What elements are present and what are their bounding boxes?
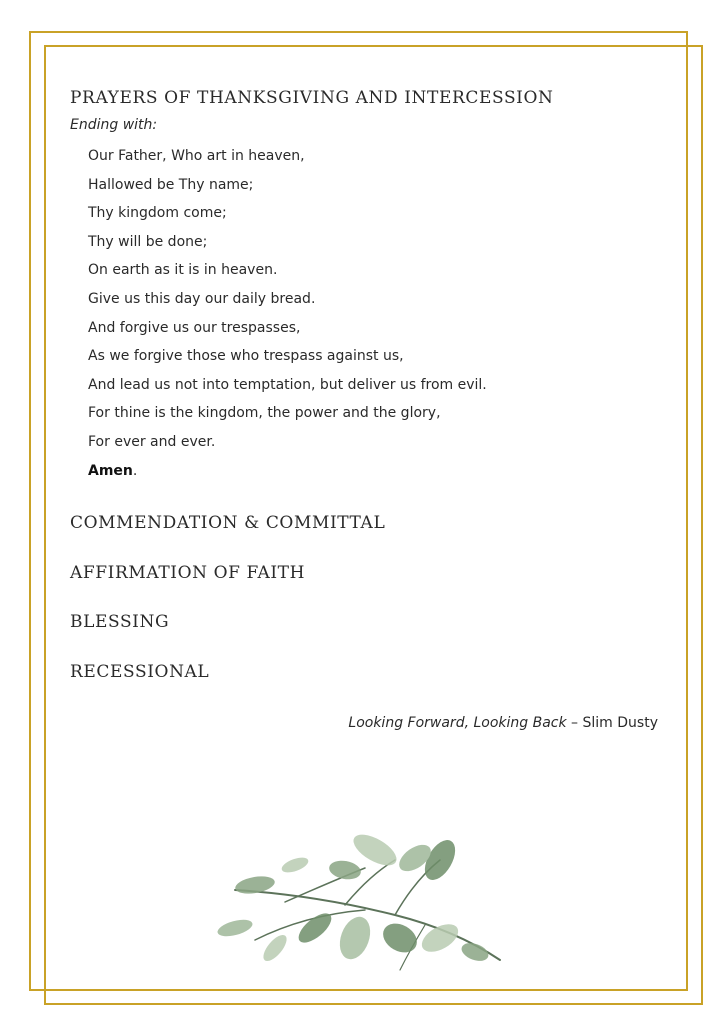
prayer-line: And lead us not into temptation, but deliver us from evil. xyxy=(88,376,487,393)
commendation-heading: COMMENDATION & COMMITTAL xyxy=(70,513,386,533)
prayer-line: Hallowed be Thy name; xyxy=(88,176,254,193)
song-artist: Slim Dusty xyxy=(582,715,658,731)
credit-separator: – xyxy=(566,715,583,731)
prayer-line: For ever and ever. xyxy=(88,433,216,450)
prayers-heading: PRAYERS OF THANKSGIVING AND INTERCESSION xyxy=(70,88,554,108)
eucalyptus-leaves-icon xyxy=(195,820,515,980)
prayer-line: And forgive us our trespasses, xyxy=(88,319,301,336)
recessional-music-credit xyxy=(348,715,658,731)
prayer-line: As we forgive those who trespass against us, xyxy=(88,348,404,365)
ending-with-label: Ending with: xyxy=(70,117,158,133)
prayer-line: Thy will be done; xyxy=(88,233,208,250)
recessional-heading: RECESSIONAL xyxy=(70,662,210,682)
song-title: Looking Forward, Looking Back xyxy=(348,715,567,731)
prayer-amen xyxy=(88,460,487,489)
affirmation-heading: AFFIRMATION OF FAITH xyxy=(70,563,306,583)
blessing-heading: BLESSING xyxy=(70,612,170,632)
prayer-line: Thy kingdom come; xyxy=(88,205,227,222)
prayer-line: For thine is the kingdom, the power and the glory, xyxy=(88,405,441,422)
prayer-line: Give us this day our daily bread. xyxy=(88,290,316,307)
leaf-shapes xyxy=(216,828,491,964)
lords-prayer xyxy=(88,145,487,488)
prayer-line: Our Father, Who art in heaven, xyxy=(88,148,305,164)
amen-word: Amen xyxy=(88,462,133,479)
prayer-line: On earth as it is in heaven. xyxy=(88,262,278,279)
amen-punctuation: . xyxy=(132,462,138,479)
